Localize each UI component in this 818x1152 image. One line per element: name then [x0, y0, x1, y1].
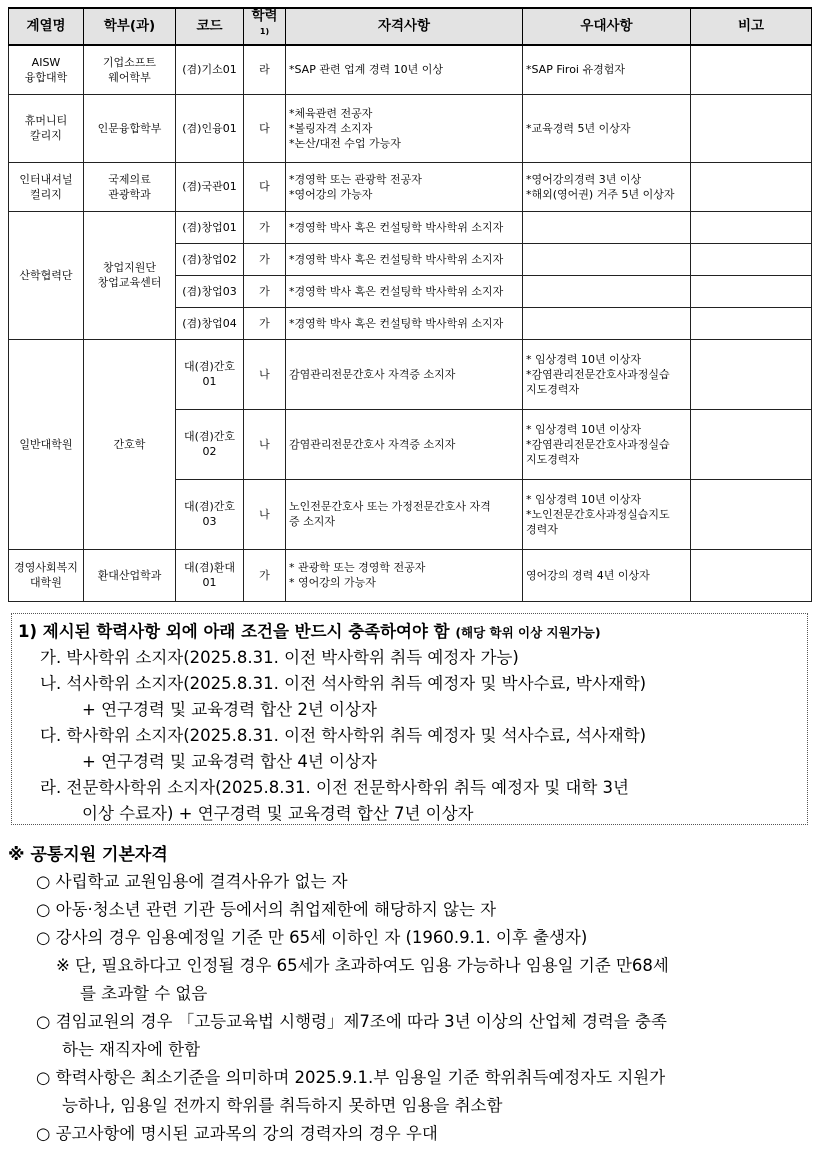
common-requirements-title: ※ 공통지원 기본자격 [8, 845, 168, 865]
requirement-item: ○ 학력사항은 최소기준을 의미하며 2025.9.1.부 임용일 기준 학위취득예정자도 지원가 [36, 1068, 666, 1087]
cell-remarks [691, 94, 812, 162]
footnote-item: 이상 수료자) + 연구경력 및 교육경력 합산 7년 이상자 [82, 804, 474, 823]
requirement-item: ○ 사립학교 교원임용에 결격사유가 없는 자 [36, 872, 348, 891]
cell-edu: 다 [244, 94, 286, 162]
requirement-item: ○ 공고사항에 명시된 교과목의 강의 경력자의 경우 우대 [36, 1124, 438, 1143]
footnote-title: 1) 제시된 학력사항 외에 아래 조건을 반드시 충족하여야 함 (해당 학위 이상 지원가능) [18, 622, 601, 641]
cell-series: 산학협력단 [9, 211, 84, 339]
cell-edu: 가 [244, 275, 286, 307]
cell-dept: 국제의료 관광학과 [84, 162, 176, 211]
cell-dept: 환대산업학과 [84, 549, 176, 601]
footnote-item: 나. 석사학위 소지자(2025.8.31. 이전 석사학위 취득 예정자 및 박사수료, 박사재학) [40, 674, 647, 693]
cell-code: 대(겸)간호 01 [176, 339, 244, 409]
cell-preference [523, 307, 691, 339]
cell-qualification: 감염관리전문간호사 자격증 소지자 [286, 339, 523, 409]
header-code: 코드 [176, 8, 244, 45]
cell-series: 경영사회복지 대학원 [9, 549, 84, 601]
requirement-subnote: 를 초과할 수 없음 [80, 984, 208, 1003]
cell-series: 휴머니티 칼리지 [9, 94, 84, 162]
header-footnote-mark: 1) [259, 27, 270, 36]
table-row [9, 94, 812, 162]
cell-qualification: * 관광학 또는 경영학 전공자 * 영어강의 가능자 [286, 549, 523, 601]
requirement-item: ○ 아동·청소년 관련 기관 등에서의 취업제한에 해당하지 않는 자 [36, 900, 497, 919]
cell-code: (겸)국관01 [176, 162, 244, 211]
cell-dept: 인문융합학부 [84, 94, 176, 162]
table-row [9, 211, 812, 243]
cell-edu: 나 [244, 409, 286, 479]
cell-remarks [691, 549, 812, 601]
table-header-row [9, 8, 812, 45]
cell-remarks [691, 162, 812, 211]
cell-remarks [691, 339, 812, 409]
positions-table [8, 7, 812, 602]
cell-series: 인터내셔널 컬리지 [9, 162, 84, 211]
cell-preference: *교육경력 5년 이상자 [523, 94, 691, 162]
cell-edu: 가 [244, 211, 286, 243]
cell-code: 대(겸)간호 02 [176, 409, 244, 479]
requirement-item: 하는 재직자에 한함 [62, 1040, 201, 1059]
table-row [9, 339, 812, 409]
footnote-box [11, 613, 808, 825]
footnote-item: 가. 박사학위 소지자(2025.8.31. 이전 박사학위 취득 예정자 가능) [40, 648, 519, 667]
cell-code: (겸)창업01 [176, 211, 244, 243]
footnote-item: + 연구경력 및 교육경력 합산 2년 이상자 [82, 700, 377, 719]
cell-remarks [691, 45, 812, 94]
cell-preference: *SAP Firoi 유경험자 [523, 45, 691, 94]
cell-qualification: *경영학 박사 혹은 컨설팅학 박사학위 소지자 [286, 211, 523, 243]
cell-code: 대(겸)환대 01 [176, 549, 244, 601]
cell-edu: 다 [244, 162, 286, 211]
requirement-item: ○ 겸임교원의 경우 「고등교육법 시행령」제7조에 따라 3년 이상의 산업체 경력을 충족 [36, 1012, 667, 1031]
cell-edu: 가 [244, 307, 286, 339]
cell-dept: 창업지원단 창업교육센터 [84, 211, 176, 339]
cell-preference [523, 211, 691, 243]
cell-qualification: *SAP 관련 업계 경력 10년 이상 [286, 45, 523, 94]
header-series: 계열명 [9, 8, 84, 45]
table-row [9, 162, 812, 211]
cell-preference: * 임상경력 10년 이상자 *노인전문간호사과정실습지도 경력자 [523, 479, 691, 549]
header-edu: 학력$^{1)}$ [244, 8, 286, 45]
cell-qualification: *경영학 박사 혹은 컨설팅학 박사학위 소지자 [286, 307, 523, 339]
cell-qualification: *경영학 또는 관광학 전공자 *영어강의 가능자 [286, 162, 523, 211]
header-remarks: 비고 [691, 8, 812, 45]
cell-preference: 영어강의 경력 4년 이상자 [523, 549, 691, 601]
cell-code: (겸)창업03 [176, 275, 244, 307]
footnote-item: 라. 전문학사학위 소지자(2025.8.31. 이전 전문학사학위 취득 예정자 및 대학 3년 [40, 778, 629, 797]
footnote-title-note: (해당 학위 이상 지원가능) [455, 625, 601, 640]
cell-edu: 나 [244, 339, 286, 409]
cell-qualification: 노인전문간호사 또는 가정전문간호사 자격 증 소지자 [286, 479, 523, 549]
requirement-item: ○ 강사의 경우 임용예정일 기준 만 65세 이하인 자 (1960.9.1. 이후 출생자) [36, 928, 588, 947]
cell-remarks [691, 211, 812, 243]
header-qualification: 자격사항 [286, 8, 523, 45]
cell-remarks [691, 409, 812, 479]
cell-dept: 간호학 [84, 339, 176, 549]
cell-dept: 기업소프트 웨어학부 [84, 45, 176, 94]
cell-series: 일반대학원 [9, 339, 84, 549]
cell-edu: 가 [244, 243, 286, 275]
requirement-item: 능하나, 임용일 전까지 학위를 취득하지 못하면 임용을 취소함 [62, 1096, 503, 1115]
table-row [9, 45, 812, 94]
table-row [9, 549, 812, 601]
footnote-item: 다. 학사학위 소지자(2025.8.31. 이전 학사학위 취득 예정자 및 석사수료, 석사재학) [40, 726, 647, 745]
cell-code: (겸)창업04 [176, 307, 244, 339]
cell-code: (겸)기소01 [176, 45, 244, 94]
cell-remarks [691, 479, 812, 549]
cell-edu: 가 [244, 549, 286, 601]
cell-qualification: *경영학 박사 혹은 컨설팅학 박사학위 소지자 [286, 243, 523, 275]
header-dept: 학부(과) [84, 8, 176, 45]
cell-code: (겸)인융01 [176, 94, 244, 162]
cell-qualification: *경영학 박사 혹은 컨설팅학 박사학위 소지자 [286, 275, 523, 307]
cell-code: (겸)창업02 [176, 243, 244, 275]
cell-remarks [691, 243, 812, 275]
requirement-subnote: ※ 단, 필요하다고 인정될 경우 65세가 초과하여도 임용 가능하나 임용일 기준 만68세 [56, 956, 669, 975]
cell-code: 대(겸)간호 03 [176, 479, 244, 549]
header-preference: 우대사항 [523, 8, 691, 45]
cell-preference: * 임상경력 10년 이상자 *감염관리전문간호사과정실습 지도경력자 [523, 339, 691, 409]
cell-preference: *영어강의경력 3년 이상 *해외(영어권) 거주 5년 이상자 [523, 162, 691, 211]
cell-edu: 나 [244, 479, 286, 549]
cell-preference: * 임상경력 10년 이상자 *감염관리전문간호사과정실습 지도경력자 [523, 409, 691, 479]
footnote-item: + 연구경력 및 교육경력 합산 4년 이상자 [82, 752, 377, 771]
cell-qualification: 감염관리전문간호사 자격증 소지자 [286, 409, 523, 479]
cell-series: AISW 융합대학 [9, 45, 84, 94]
cell-preference [523, 243, 691, 275]
cell-edu: 라 [244, 45, 286, 94]
cell-preference [523, 275, 691, 307]
cell-qualification: *체육관련 전공자 *볼링자격 소지자 *논산/대전 수업 가능자 [286, 94, 523, 162]
cell-remarks [691, 275, 812, 307]
cell-remarks [691, 307, 812, 339]
